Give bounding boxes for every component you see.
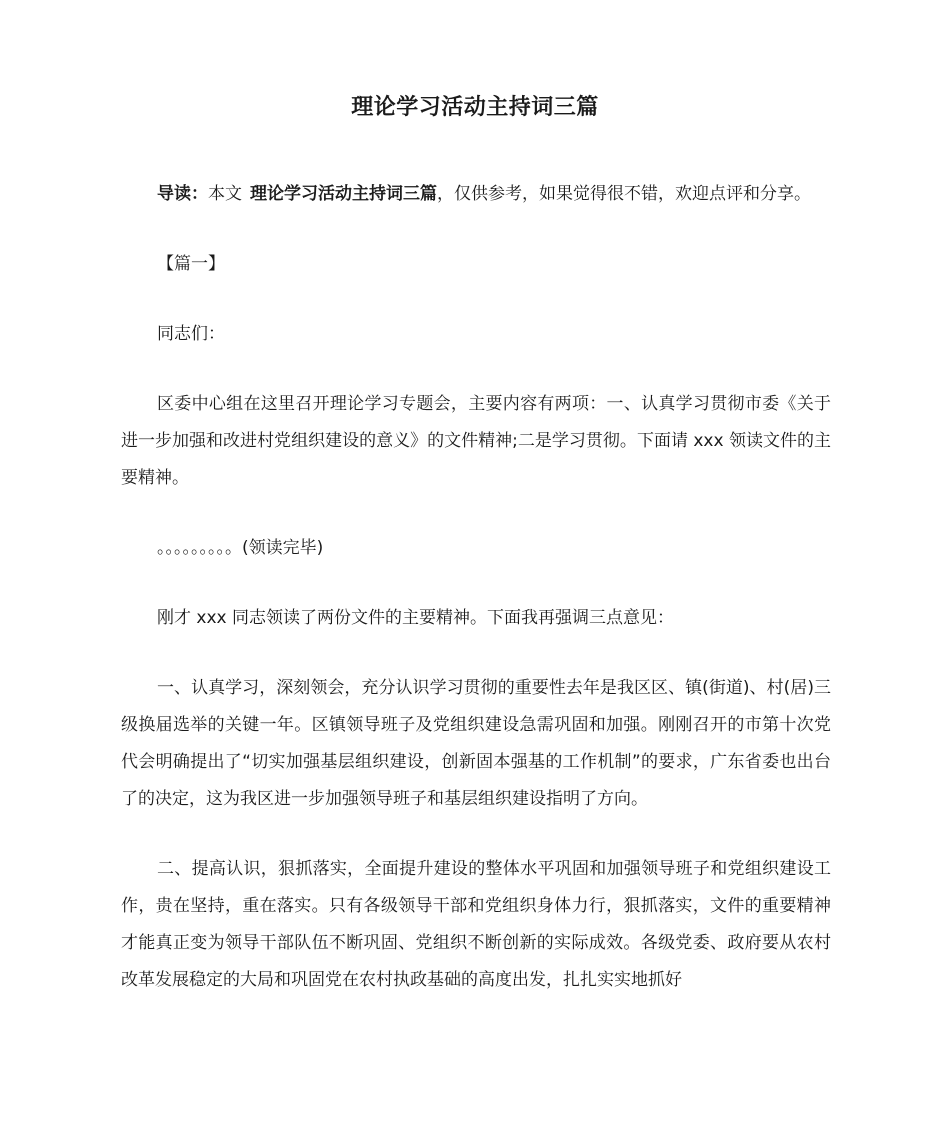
intro-paragraph [121, 176, 831, 213]
greeting: 同志们： [157, 324, 225, 344]
body-paragraph-2: 。。。。。。。。。(领读完毕) [157, 538, 324, 558]
body-paragraph-4: 一、认真学习，深刻领会，充分认识学习贯彻的重要性去年是我区区、镇(街道)、村(居)三级换届选举的关键一年。区镇领导班子及党组织建设急需巩固和加强。刚刚召开的市第十次党代会明确提出了“切实加强基层组织建设，创新固本强基的工作机制”的要求，广东省委也出台了的决定，这为我区进一步加强领导班子和基层组织建设指明了方向。 [121, 678, 831, 809]
section-heading: 【篇一】 [157, 254, 225, 274]
body-paragraph-5: 二、提高认识，狠抓落实，全面提升建设的整体水平巩固和加强领导班子和党组织建设工作，贵在坚持，重在落实。只有各级领导干部和党组织身体力行，狠抓落实，文件的重要精神才能真正变为领导干部队伍不断巩固、党组织不断创新的实际成效。各级党委、政府要从农村改革发展稳定的大局和巩固党在农村执政基础的高度出发，扎扎实实地抓好 [121, 859, 831, 990]
intro-label: 导读： [157, 184, 208, 204]
body-paragraph-3: 刚才 xxx 同志领读了两份文件的主要精神。下面我再强调三点意见： [157, 608, 674, 628]
document-body [121, 176, 831, 1032]
document-title: 理论学习活动主持词三篇 [351, 95, 599, 120]
intro-bold-title: 理论学习活动主持词三篇 [250, 184, 437, 204]
body-paragraph-1: 区委中心组在这里召开理论学习专题会，主要内容有两项：一、认真学习贯彻市委《关于进一步加强和改进村党组织建设的意义》的文件精神;二是学习贯彻。下面请 xxx 领读文件的主要精神。 [121, 394, 831, 488]
intro-suffix: ，仅供参考，如果觉得很不错，欢迎点评和分享。 [437, 184, 811, 204]
intro-prefix: 本文 [208, 184, 242, 204]
